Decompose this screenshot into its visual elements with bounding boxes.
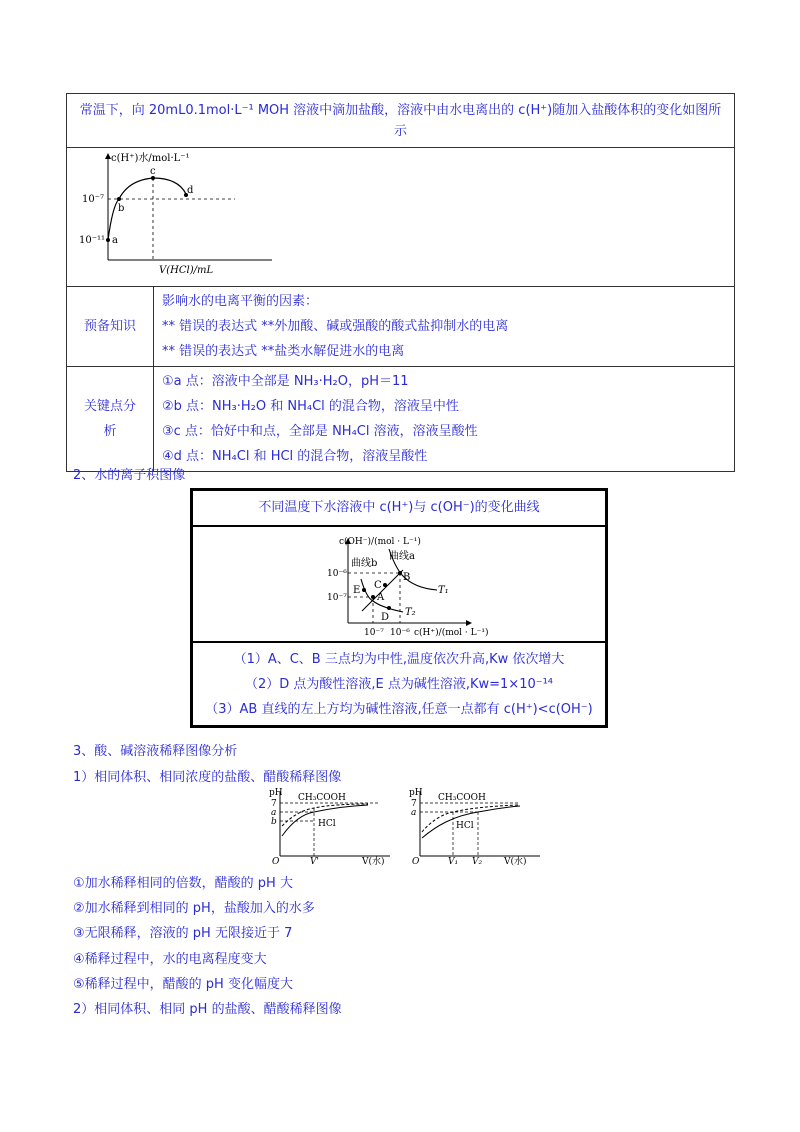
key-line: ①a 点：溶液中全部是 NH₃·H₂O，pH＝11	[162, 374, 409, 389]
dilution-graph-left	[268, 786, 393, 866]
label-A: A	[377, 592, 385, 603]
left-hcl: HCl	[318, 819, 336, 829]
table-title: 常温下，向 20mL0.1mol·L⁻¹ MOH 溶液中滴加盐酸，溶液中由水电离出的 c(H⁺)随加入盐酸体积的变化如图所示	[67, 94, 735, 148]
label-C: C	[374, 580, 382, 591]
tick-high: 10⁻⁷	[82, 194, 105, 205]
dilution-point: ②加水稀释到相同的 pH，盐酸加入的水多	[73, 901, 315, 916]
left-xlabel: V(水)	[362, 857, 385, 866]
T1-label: T₁	[438, 585, 449, 596]
titration-graph-cell	[67, 148, 735, 287]
label-D: D	[381, 612, 390, 623]
point-b	[117, 197, 121, 201]
label-c: c	[150, 166, 156, 177]
dilution-point: ⑤稀释过程中，醋酸的 pH 变化幅度大	[73, 977, 293, 992]
row-header-key: 关键点分析	[67, 367, 154, 472]
right-hcl: HCl	[456, 821, 474, 831]
point-C	[383, 583, 387, 587]
T2-label: T₂	[405, 607, 416, 618]
dilution-point: ④稀释过程中，水的电离程度变大	[73, 952, 267, 967]
prep-line: ** 错误的表达式 **外加酸、碱或强酸的酸式盐抑制水的电离	[162, 319, 509, 334]
curve-a-label: 曲线a	[389, 551, 415, 562]
prep-line: 影响水的电离平衡的因素：	[162, 294, 319, 309]
section3-heading: 3、酸、碱溶液稀释图像分析	[73, 744, 238, 759]
xtick-low: 10⁻⁷	[364, 628, 384, 638]
ytick-high: 10⁻⁶	[327, 569, 347, 579]
point-A	[371, 595, 375, 599]
ion-product-graph-cell	[193, 527, 605, 643]
ion-note: （3）AB 直线的左上方均为碱性溶液,任意一点都有 c(H⁺)<c(OH⁻)	[205, 702, 593, 717]
left-xtick: V'	[310, 857, 319, 866]
right-ya: a	[411, 808, 417, 818]
label-d: d	[187, 185, 194, 196]
left-ya: a	[271, 808, 277, 818]
left-origin: O	[272, 857, 280, 866]
right-xtick2: V₂	[472, 857, 483, 866]
section3-sub2: 2）相同体积、相同 pH 的盐酸、醋酸稀释图像	[73, 1002, 342, 1017]
right-xlabel: V(水)	[504, 857, 527, 866]
ion-product-box	[190, 488, 608, 728]
ion-xlabel: c(H⁺)/(mol · L⁻¹)	[414, 628, 489, 638]
point-B	[398, 571, 402, 575]
section3-sub1: 1）相同体积、相同浓度的盐酸、醋酸稀释图像	[73, 770, 342, 785]
left-ylabel: pH	[269, 788, 283, 798]
dilution-graph-right	[408, 786, 543, 866]
row-body-prep	[154, 287, 735, 367]
titration-table	[66, 93, 735, 472]
line-AB	[362, 570, 403, 611]
right-origin: O	[412, 857, 420, 866]
label-B: B	[403, 572, 411, 583]
titration-xlabel: V(HCl)/mL	[159, 265, 214, 276]
key-line: ④d 点：NH₄Cl 和 HCl 的混合物，溶液呈酸性	[162, 449, 428, 464]
point-D	[387, 606, 391, 610]
dilution-point: ③无限稀释，溶液的 pH 无限接近于 7	[73, 926, 293, 941]
ytick-low: 10⁻⁷	[327, 593, 347, 603]
left-y7: 7	[271, 799, 277, 809]
label-E: E	[353, 585, 361, 596]
row-header-prep: 预备知识	[67, 287, 154, 367]
label-a: a	[112, 235, 118, 246]
point-a	[106, 238, 110, 242]
right-ch3cooh: CH₃COOH	[438, 793, 486, 803]
row-body-key	[154, 367, 735, 472]
dilution-point: ①加水稀释相同的倍数，醋酸的 pH 大	[73, 876, 293, 891]
ion-product-notes	[193, 643, 605, 722]
ion-product-title: 不同温度下水溶液中 c(H⁺)与 c(OH⁻)的变化曲线	[193, 491, 605, 527]
right-xtick1: V₁	[448, 857, 459, 866]
titration-ylabel: c(H⁺)水/mol·L⁻¹	[111, 153, 190, 164]
xtick-high: 10⁻⁶	[390, 628, 410, 638]
left-yb: b	[271, 817, 277, 827]
section2-heading: 2、水的离子积图像	[73, 468, 186, 483]
ion-ylabel: c(OH⁻)/(mol · L⁻¹)	[339, 537, 421, 547]
label-b: b	[118, 203, 125, 214]
point-E	[362, 588, 366, 592]
tick-low: 10⁻¹¹	[79, 235, 106, 246]
curve-b-label: 曲线b	[351, 558, 378, 569]
right-ylabel: pH	[409, 788, 423, 798]
ion-note: （2）D 点为酸性溶液,E 点为碱性溶液,Kw=1×10⁻¹⁴	[244, 677, 554, 692]
ion-product-graph	[193, 527, 605, 641]
left-ch3cooh: CH₃COOH	[298, 793, 346, 803]
key-line: ③c 点：恰好中和点，全部是 NH₄Cl 溶液，溶液呈酸性	[162, 424, 478, 439]
prep-line: ** 错误的表达式 **盐类水解促进水的电离	[162, 344, 405, 359]
key-line: ②b 点：NH₃·H₂O 和 NH₄Cl 的混合物，溶液呈中性	[162, 399, 459, 414]
ion-note: （1）A、C、B 三点均为中性,温度依次升高,Kw 依次增大	[233, 652, 565, 667]
right-y7: 7	[411, 799, 417, 809]
titration-graph	[67, 148, 307, 282]
